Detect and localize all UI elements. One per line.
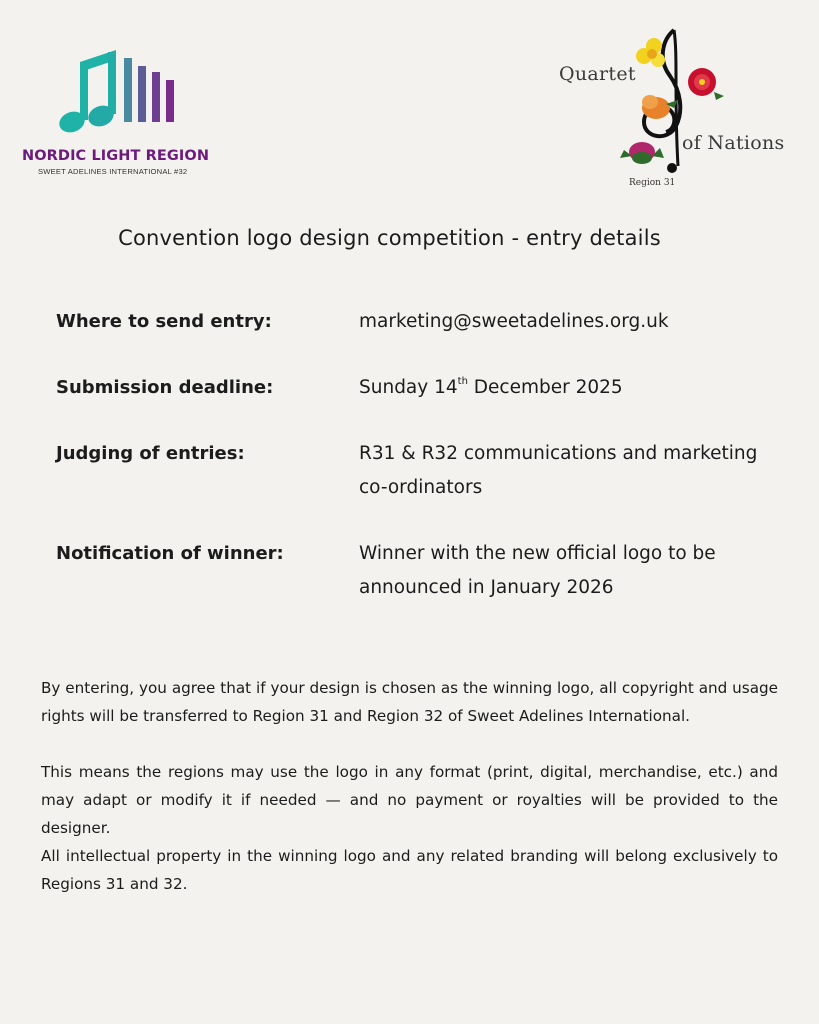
judging-line-2: co-ordinators [359,477,483,498]
music-note-bars-icon [58,44,198,144]
quartet-of-nations-logo [556,26,796,196]
deadline-ordinal: th [457,376,468,387]
page-heading: Convention logo design competition - entry details [118,226,661,250]
terms-paragraph-1: By entering, you agree that if your design is chosen as the winning logo, all copyright and usage rights will be transferred to Region 31 and Region 32 of Sweet Adelines International. [41,679,778,725]
deadline-day: Sunday 14 [359,377,458,398]
rose-icon [688,68,724,100]
detail-label: Judging of entries: [56,443,245,464]
detail-label: Where to send entry: [56,311,272,332]
detail-value-deadline [359,371,779,405]
deadline-month-year: December 2025 [467,377,623,398]
region-31-label: Region 31 [629,178,676,188]
terms-paragraph-3: All intellectual property in the winning logo and any related branding will belong exclusively to Regions 31 and 32. [41,847,778,893]
terms-paragraph-2: This means the regions may use the logo in any format (print, digital, merchandise, etc.) and may adapt or modify it if needed — and no payment or royalties will be provided to the designer. [41,763,778,837]
detail-value-judging [359,437,779,505]
detail-value-notification [359,537,779,605]
judging-line-1: R31 & R32 communications and marketing [359,443,758,464]
of-nations-word: of Nations [682,132,785,154]
quartet-word: Quartet [559,63,636,85]
notification-line-2: announced in January 2026 [359,577,614,598]
detail-value-email [359,305,779,339]
notification-line-1: Winner with the new official logo to be [359,543,716,564]
nordic-light-region-subtitle: SWEET ADELINES INTERNATIONAL #32 [38,167,188,176]
daffodil-icon [636,38,665,67]
treble-clef-flowers-icon [614,26,734,176]
email-address: marketing@sweetadelines.org.uk [359,311,669,332]
thistle-icon [620,142,664,164]
nordic-light-region-logo [18,44,218,184]
nordic-light-region-title: NORDIC LIGHT REGION [22,148,210,164]
detail-label: Notification of winner: [56,543,284,564]
detail-label: Submission deadline: [56,377,274,398]
